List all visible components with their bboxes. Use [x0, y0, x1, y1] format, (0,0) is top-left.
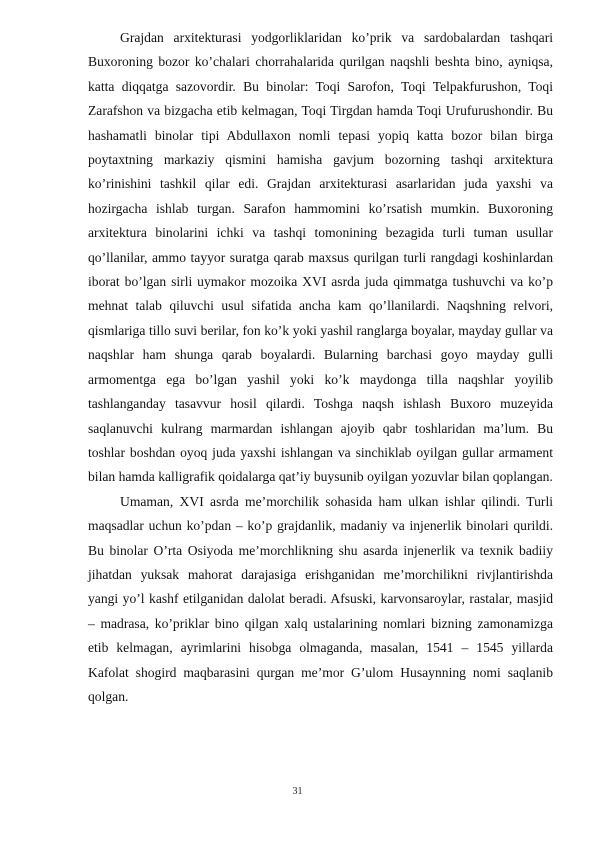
- paragraph: Grajdan arxitekturasi yodgorliklaridan ko’prik va sardobalardan tashqari Buxoroning bozor ko’chalari chorrahalarida qurilgan naqshli beshta bino, ayniqsa, katta diqqatga sazovordir. Bu binolar: Toqi Sarofon, Toqi Telpakfurushon, Toqi Zarafshon va bizgacha etib kelmagan, Toqi Tirgdan hamda Toqi Urufurushondir. Bu hashamatli binolar tipi Abdullaxon nomli tepasi yopiq katta bozor bilan birga poytaxtning markaziy qismini hamisha gavjum bozorning tashqi arxitektura ko’rinishini tashkil qilar edi. Grajdan arxitekturasi asarlaridan juda yaxshi va hozirgacha ishlab turgan. Sarafon hammomini ko’rsatish mumkin. Buxoroning arxitektura binolarini ichki va tashqi tomonining bezagida turli tuman usullar qo’llanilar, ammo tayyor suratga qarab maxsus qurilgan turli rangdagi koshinlardan iborat bo’lgan sirli uymakor mozoika XVI asrda juda qimmatga tushuvchi va ko’p mehnat talab qiluvchi usul sifatida ancha kam qo’llanilardi. Naqshning relvori, qismlariga tillo suvi berilar, fon ko’k yoki yashil ranglarga boyalar, mayday gullar va naqshlar ham shunga qarab boyalardi. Bularning barchasi goyo mayday gulli armomentga ega bo’lgan yashil yoki ko’k maydonga tilla naqshlar yoyilib tashlanganday tasavvur hosil qilardi. Toshga naqsh ishlash Buxoro muzeyida saqlanuvchi kulrang marmardan ishlangan ajoyib qabr toshlaridan ma’lum. Bu toshlar boshdan oyoq juda yaxshi ishlangan va sinchiklab oyilgan gullar armament bilan hamda kalligrafik qoidalarga qat’iy buysunib oyilgan yozuvlar bilan qoplangan.: [88, 30, 553, 485]
- page-body: [88, 26, 553, 709]
- page-number: 31: [292, 786, 303, 797]
- paragraph: Umaman, XVI asrda me’morchilik sohasida ham ulkan ishlar qilindi. Turli maqsadlar uchun ko’pdan – ko’p grajdanlik, madaniy va injenerlik binolari qurildi. Bu binolar O’rta Osiyoda me’morchlikning shu asarda injenerlik va texnik badiiy jihatdan yuksak mahorat darajasiga erishganidan me’morchilikni rivjlantirishda yangi yo’l kashf etilganidan dalolat beradi. Afsuski, karvonsaroylar, rastalar, masjid – madrasa, ko’priklar bino qilgan xalq ustalarining nomlari bizning zamonamizga etib kelmagan, ayrimlarini hisobga olmaganda, masalan, 1541 – 1545 yillarda Kafolat shogird maqbarasini qurgan me’mor G’ulom Husaynning nomi saqlanib qolgan.: [88, 493, 553, 704]
